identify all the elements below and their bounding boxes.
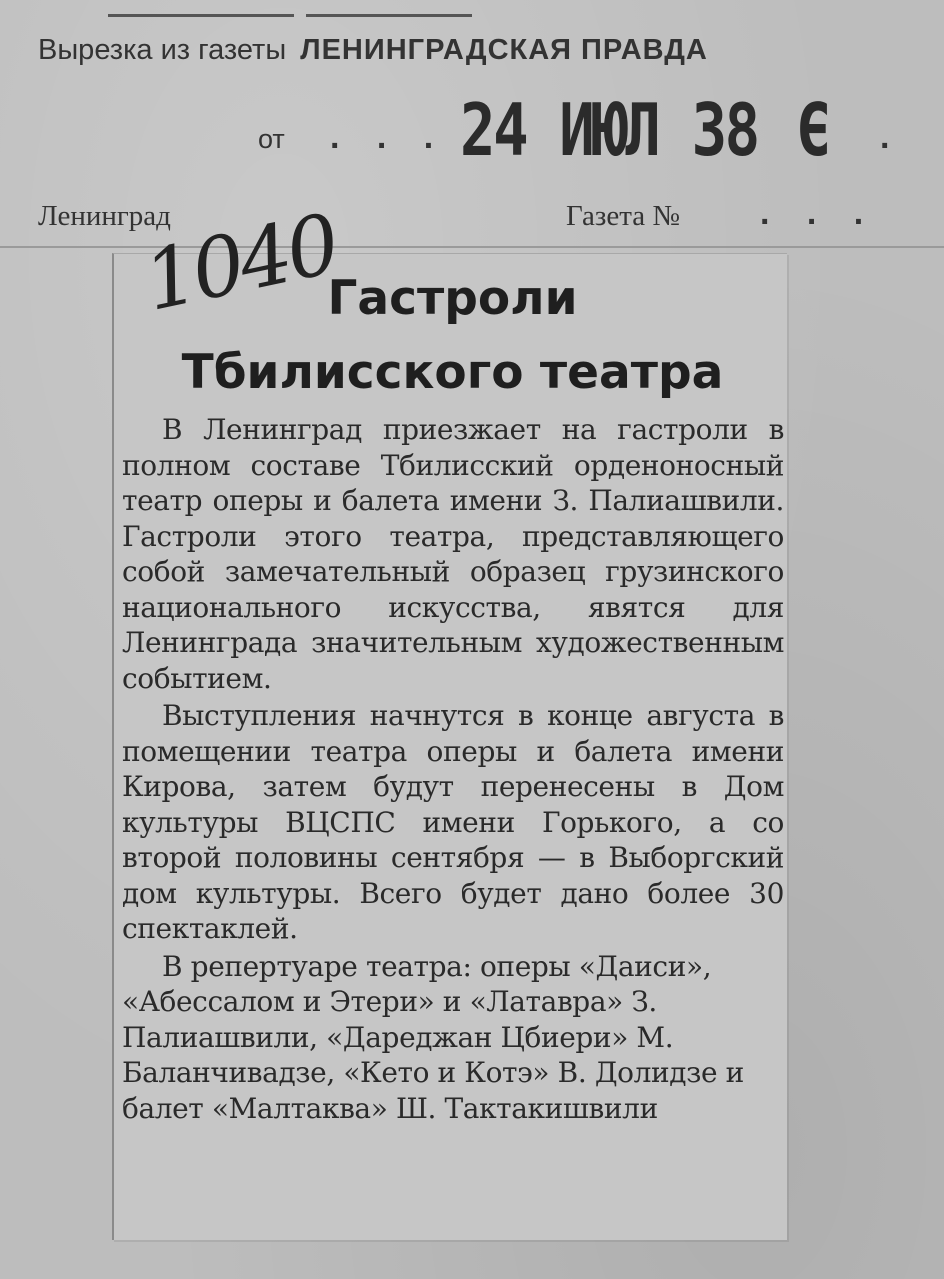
article-paragraph-2: Выступления начнутся в конце августа в помещении театра оперы и балета имени Кирова, затем будут перенесены в Дом культуры ВЦСПС имени Горького, а со второй половины сентября — в Выборгский дом культуры. Всего будет дано более 30 спектаклей. (122, 699, 784, 945)
top-rule-left (108, 14, 294, 17)
gazeta-number-dots: . . . (760, 194, 878, 232)
date-dots: . . . (330, 118, 448, 156)
newspaper-name: ЛЕНИНГРАДСКАЯ ПРАВДА (300, 34, 708, 66)
article-paragraph-1: В Ленинград приезжает на гастроли в полном составе Тбилисский орденоносный театр оперы и балета имени З. Палиашвили. Гастроли этого театра, представляющего собой замечательный образец грузинского национального искусства, явятся для Ленинграда значительным художественным событием. (122, 413, 784, 695)
gazeta-number-label: Газета № (566, 200, 681, 232)
article-paragraph-3: В репертуаре театра: оперы «Даиси», «Абессалом и Этери» и «Латавра» З. Палиашвили, «Дареджан Цбиери» М. Баланчивадзе, «Кето и Котэ» В. Долидзе и балет «Малтаква» Ш. Тактакишвили (122, 949, 744, 1125)
handwritten-number: 1040 (136, 196, 345, 330)
form-title (38, 34, 928, 67)
headline-line-1: Гастроли (327, 271, 578, 326)
date-stamp (460, 88, 829, 172)
date-stamp-mark: Є (795, 88, 829, 172)
article-body (122, 412, 784, 1128)
top-rule-right (306, 14, 472, 17)
date-stamp-text: 24 ИЮЛ 38 (460, 88, 758, 172)
date-prefix-label: от (258, 124, 285, 154)
headline-line-2: Тбилисского театра (181, 345, 724, 400)
form-label: Вырезка из газеты (38, 34, 287, 66)
date-dots-end: . (880, 118, 890, 156)
city-label: Ленинград (38, 200, 171, 232)
